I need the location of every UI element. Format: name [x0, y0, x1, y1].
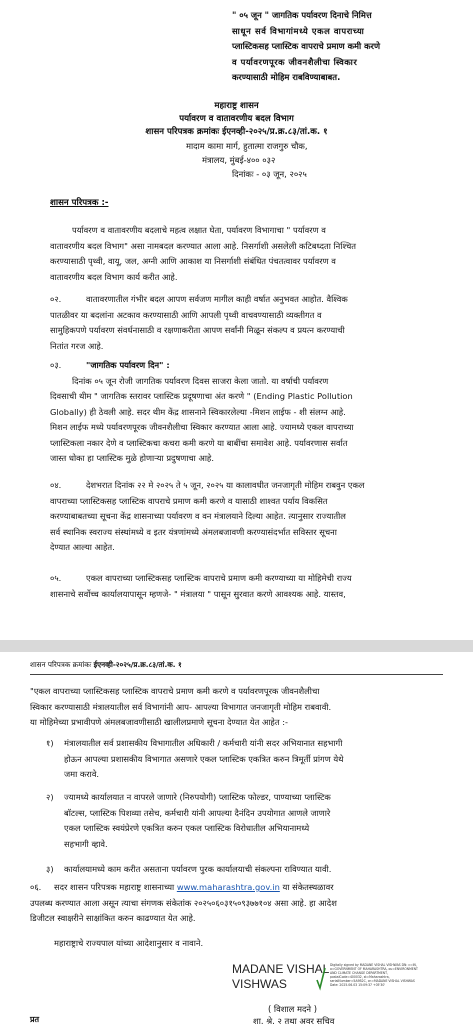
paragraph-title: "जागतिक पर्यावरण दिन" :: [86, 360, 170, 370]
text-line: वातावरणीय बदल विभाग कार्य करीत आहे.: [50, 271, 178, 282]
subject-block: [232, 8, 438, 86]
paragraph-number: ०४.: [50, 480, 62, 490]
text-line: जास्त धोका हा प्लास्टिक मुळे होणाऱ्या प्रदुषणाचा आहे.: [50, 453, 214, 463]
circular-date: दिनांकः - ०३ जून, २०२५: [232, 169, 307, 179]
document-page-2: [0, 652, 473, 1024]
text-line: करण्याबाबतच्या सूचना केंद्र शासनाच्या पर्यावरण व वन मंत्रालयाने दिल्या आहेत. त्यानुसार राज्यातील: [50, 511, 346, 521]
subject-line: करण्यासाठी मोहिम राबविण्याबाबत.: [232, 72, 341, 82]
address-line: मादाम कामा मार्ग, हुतात्मा राजगुरु चौक,: [186, 141, 308, 151]
signatory-designation: शा. श्रे. २ तथा अवर सचिव: [253, 1016, 335, 1024]
paragraph-3: [50, 358, 448, 467]
text-line: कार्यालयामध्ये काम करीत असताना पर्यावरण पुरक कार्यालयाची संकल्पना राविण्यात यावी.: [64, 864, 332, 874]
item-number: १): [46, 738, 54, 748]
text-line: Globally) ही ठेवली आहे. सदर थीम केंद्र शासनाने स्विकारलेल्या -मिशन लाईफ - शी संलग्न आहे.: [50, 406, 346, 417]
text-line: देण्यात आल्या आहेत.: [50, 542, 115, 552]
subject-line: प्लास्टिकसह प्लास्टिक वापराचे प्रमाण कमी करणे: [232, 41, 381, 51]
paragraph-4: [50, 478, 448, 556]
paragraph-number: ०५.: [50, 573, 62, 583]
item-number: ३): [46, 864, 54, 874]
text-line: पातळीवर या बदलांना अटकाव करण्यासाठी आणि आपली पृथ्वी वाचवण्यासाठी व्यक्तीगत व: [50, 309, 322, 320]
text-line: सामुहिकपणे पर्यावरण संवर्धनासाठी व रक्षणाकरीता आपण सर्वांनी मिळून संकल्प व प्रयत्न करण्याची: [50, 325, 345, 335]
page-separator: [0, 640, 473, 652]
instruction-item-2: [46, 790, 443, 852]
text-line: डिजीटल स्वाक्षरीने साक्षांकित करुन काढण्यात येत आहे.: [30, 913, 196, 923]
signer-name-line: MADANE VISHAL: [232, 962, 330, 976]
text-line: ज्यामध्ये कार्यालयात न वापरले जाणारे (निरुपयोगी) प्लास्टिक फोल्डर, पाण्याच्या प्लास्टिक: [64, 792, 331, 802]
paragraph-6: [30, 880, 443, 927]
paragraph-2: [50, 292, 448, 354]
instruction-intro: [30, 684, 443, 731]
website-link[interactable]: www.maharashtra.gov.in: [176, 882, 280, 892]
section-heading: शासन परिपत्रक :-: [50, 198, 109, 208]
text-line: सदर शासन परिपत्रक महाराष्ट्र शासनाच्या: [54, 882, 175, 892]
text-line: मंत्रालयातील सर्व प्रशासकीय विभागातील अधिकारी / कर्मचारी यांनी सदर अभियानात सहभागी: [64, 738, 343, 748]
text-line: "एकल वापराच्या प्लास्टिकसह प्लास्टिक वापराचे प्रमाण कमी करणे व पर्यावरणपूरक जीवनशैलीचा: [30, 686, 320, 696]
government-name: महाराष्ट्र शासन: [214, 101, 259, 111]
department-name: पर्यावरण व वातावरणीय बदल विभाग: [179, 114, 294, 124]
subject-line: " ०५ जून " जागतिक पर्यावरण दिनाचे निमित्त: [232, 10, 372, 20]
paragraph-intro: [50, 223, 448, 285]
text-line: एकल वापराच्या प्लास्टिकसह प्लास्टिक वापराचे प्रमाण कमी करण्याच्या या मोहिमेची राज्य: [86, 573, 352, 583]
subject-line: व पर्यावरणपूरक जीवनशैलीचा स्विकार: [232, 56, 358, 67]
text-line: पर्यावरण व वातावरणीय बदलाचे महत्व लक्षात घेता, पर्यावरण विभागाचा " पर्यावरण व: [72, 225, 326, 235]
text-line: वातावरणातील गंभीर बदल आपण सर्वजण मागील काही वर्षात अनुभवत आहोत. वैश्विक: [86, 294, 348, 304]
signer-name-line: VISHWAS: [232, 977, 287, 991]
text-line: बॉटल्स, प्लास्टिक पिशव्या तसेच, कर्मचारी यांनी आपल्या दैनंदिन उपयोगात आणले जाणारे: [64, 807, 331, 818]
text-line: या मोहिमेच्या प्रभावीपणे अंमलबजावणीसाठी खालीलप्रमाणे सूचना देण्यात येत आहेत :-: [30, 717, 288, 727]
copy-label: प्रत: [30, 1015, 40, 1024]
instruction-item-3: [46, 862, 443, 878]
text-line: वापराच्या प्लास्टिकसह प्लास्टिक वापराचे प्रमाण कमी करणे व यासाठी शाश्वत पर्याय विकसित: [50, 495, 328, 506]
instruction-item-1: [46, 736, 443, 783]
text-line: नितांत गरज आहे.: [50, 340, 104, 351]
text-line: एकल प्लास्टिक स्वयंप्रेरणे एकत्रित करुन एकल प्लास्टिक विरोधातील अभियानामध्ये: [64, 823, 310, 833]
text-line: देशभरात दिनांक २२ मे २०२५ ते ५ जून, २०२५ या कालावधीत जनजागृती मोहिम राबवुन एकल: [86, 480, 365, 490]
signature-check-icon: [315, 964, 327, 994]
text-line: सहभागी व्हावे.: [64, 838, 108, 849]
order-line: महाराष्ट्राचे राज्यपाल यांच्या आदेशानुसार व नावाने.: [54, 938, 204, 948]
paragraph-number: ०२.: [50, 294, 62, 304]
text-line: उपलब्ध करण्यात आला असून त्याचा संगणक संकेतांक २०२५०६०३१५०९३७७१०४ असा आहे. हा आदेश: [30, 897, 337, 908]
signatory-name: ( विशाल मदने ): [268, 1004, 317, 1014]
paragraph-number: ०६.: [30, 882, 42, 892]
text-line: प्लास्टिकला नकार देणे व प्लास्टिकचा कचरा कमी करणे या बाबींचा समावेश आहे. पर्यावरणास सर्वात: [50, 437, 348, 448]
header-rule: [30, 674, 443, 675]
text-line: करण्यासाठी पृथ्वी, वायू, जल, अग्नी आणि आकाश या निसर्गाशी संबंधित पंचतत्वावर पर्यावरण व: [50, 256, 336, 266]
text-line: शासनाचे सर्वोच्च कार्यालयापासून म्हणजे- " मंत्रालया " पासून सुरवात करणे आवश्यक आहे. यास्तव,: [50, 588, 346, 599]
digital-signature: [232, 962, 418, 1000]
text-line: जमा करावे.: [64, 769, 100, 779]
text-line: दिवसाची थीम " जागतिक स्तरावर प्लास्टिक प्रदूषणाचा अंत करणे " (Ending Plastic Pollution: [50, 391, 353, 401]
header-number: ईएनव्ही-२०२५/प्र.क्र.८३/तां.क. १: [93, 660, 182, 669]
text-line: या संकेतस्थळावर: [282, 882, 334, 892]
subject-line: साधून सर्व विभागांमध्ये एकल वापराच्या: [232, 25, 365, 36]
header-label: शासन परिपत्रक क्रमांकः: [30, 660, 92, 669]
text-line: दिनांक ०५ जून रोजी जागतिक पर्यावरण दिवस साजरा केला जातो. या वर्षाची पर्यावरण: [72, 375, 329, 386]
text-line: सर्व स्थानिक स्वराज्य संस्थांमध्ये व इतर यंत्रणांमध्ये अंमलबजावणी करण्यासंदर्भात सविस्तर सूचना: [50, 526, 337, 537]
paragraph-number: ०३.: [50, 360, 62, 370]
signature-details: Digitally signed by MADANE VISHAL VISHWAS DN: c=IN, o=GOVERNMENT OF MAHARASHTRA, ou=ENVIRONMENT AND CLIMATE CHANGE DEPARTMENT, postalCode=400032, st=Maharashtra, serialNumber=5A9B2C, cn=MADANE VISHAL VISHWAS Date: 2025.06.03 15:09:37 +05'30': [330, 963, 418, 987]
item-number: २): [46, 792, 54, 802]
text-line: मिशन लाईफ मध्ये पर्यावरणपूरक जीवनशैलीचा स्विकार करण्यात आला आहे. ज्यामध्ये एकल वापराच्या: [50, 422, 354, 432]
page-header: [30, 660, 182, 670]
text-line: वातावरणीय बदल विभाग" असा नामबदल करण्यात आला आहे. निसर्गाशी असलेली कटिबध्दता निश्चित: [50, 240, 356, 251]
text-line: स्विकार करण्यासाठी मंत्रालयातील सर्व विभागांनी आप- आपल्या विभागात जनजागृती मोहिम राबवावी.: [30, 701, 332, 712]
text-line: होऊन आपल्या प्रशासकीय विभागात असणारे एकल प्लास्टिक एकत्रित करुन त्रिमूर्ती प्रांगण येथे: [64, 753, 344, 764]
address-line: मंत्रालय, मुंबई-४०० ०३२: [202, 155, 276, 165]
circular-number: शासन परिपत्रक क्रमांकः ईएनव्ही-२०२५/प्र.क्र.८३/तां.क. १: [145, 127, 328, 137]
paragraph-5: [50, 571, 448, 602]
